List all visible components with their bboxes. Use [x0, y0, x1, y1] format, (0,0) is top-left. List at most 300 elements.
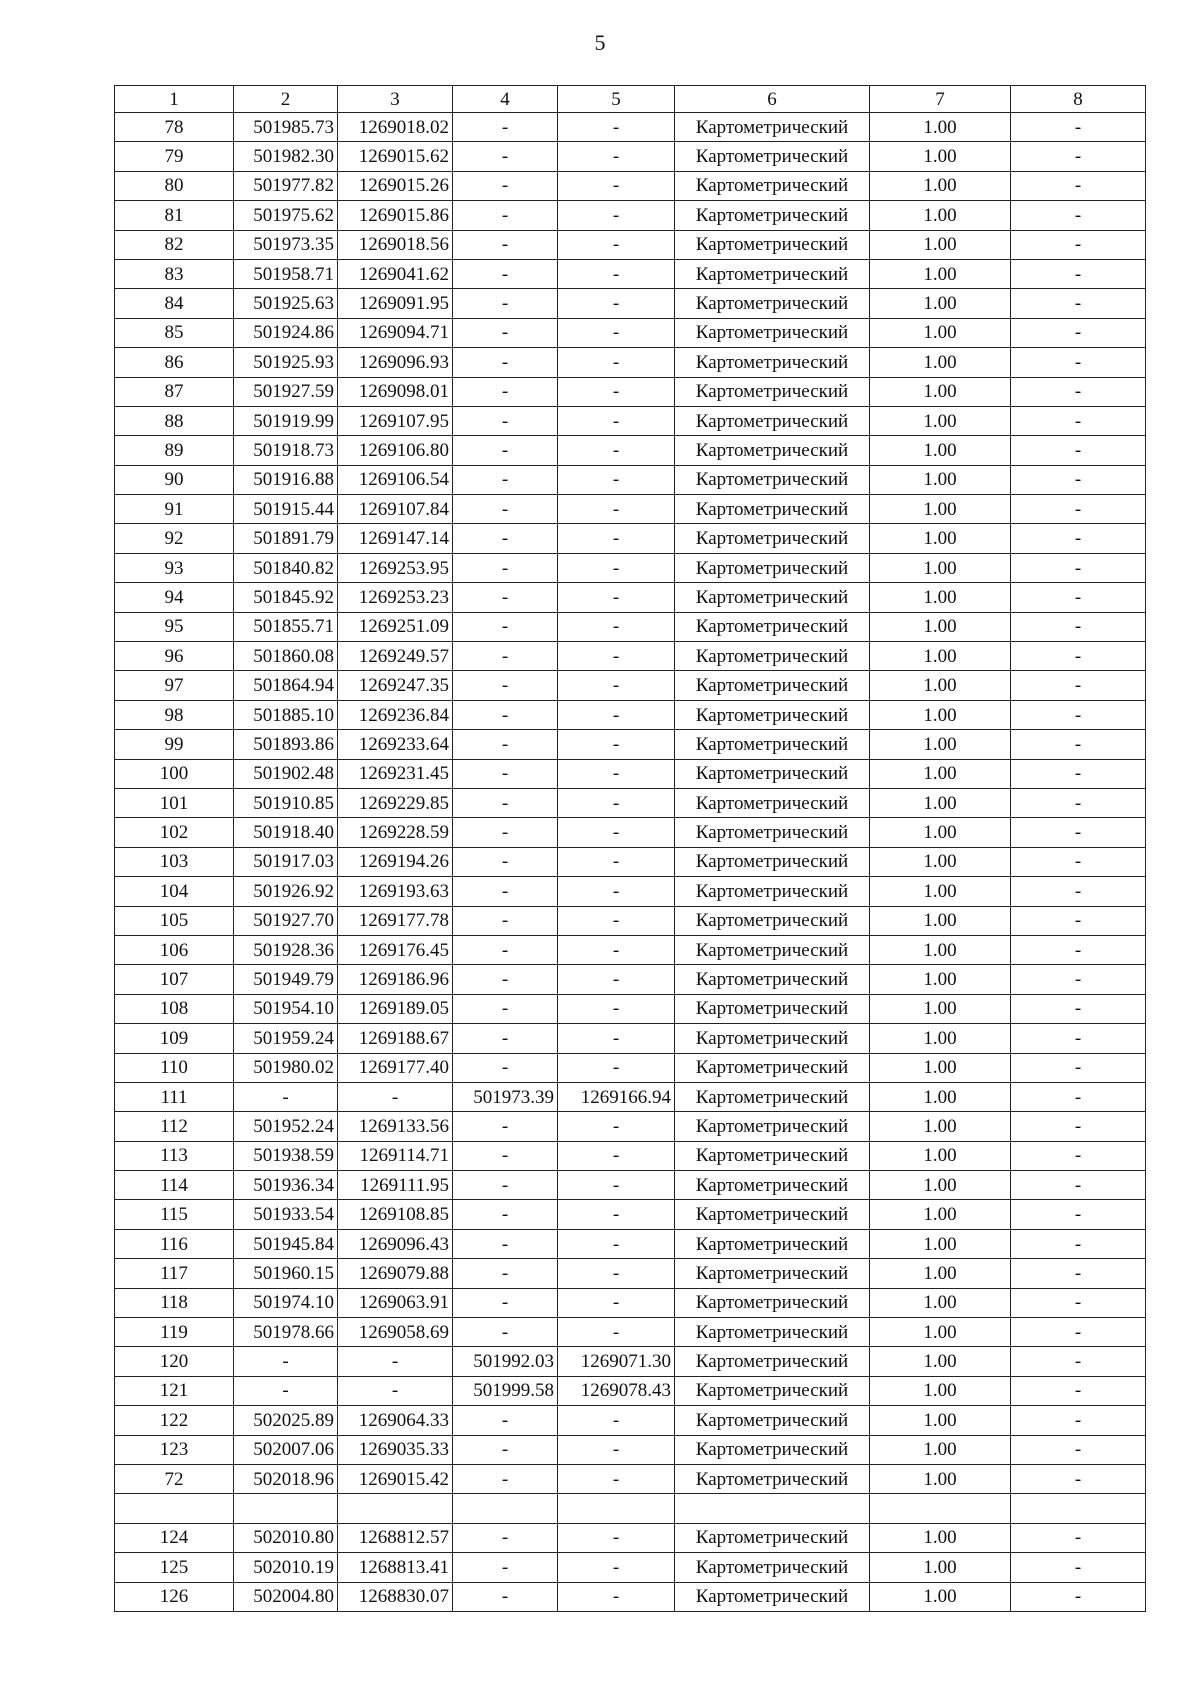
table-cell: -: [453, 495, 558, 524]
table-cell: 1269015.62: [338, 142, 453, 171]
table-cell: Картометрический: [675, 818, 870, 847]
table-cell: 122: [115, 1406, 234, 1435]
table-cell: -: [558, 1229, 675, 1258]
table-cell: 118: [115, 1288, 234, 1317]
table-row: [115, 730, 1146, 759]
table-cell: -: [1011, 877, 1146, 906]
table-cell: 1.00: [870, 1053, 1011, 1082]
table-cell: -: [558, 671, 675, 700]
table-cell: -: [558, 994, 675, 1023]
table-cell: -: [558, 1435, 675, 1464]
table-cell: 78: [115, 113, 234, 142]
table-cell: 1.00: [870, 1318, 1011, 1347]
table-cell: -: [558, 1464, 675, 1493]
table-cell: -: [453, 1024, 558, 1053]
table-cell: Картометрический: [675, 1229, 870, 1258]
table-cell: 501864.94: [234, 671, 338, 700]
table-cell: -: [453, 730, 558, 759]
table-cell: 1.00: [870, 1553, 1011, 1582]
table-cell: -: [1011, 1582, 1146, 1611]
table-cell: 85: [115, 318, 234, 347]
table-cell: 125: [115, 1553, 234, 1582]
table-cell: 501855.71: [234, 612, 338, 641]
table-cell: 501959.24: [234, 1024, 338, 1053]
table-row: [115, 436, 1146, 465]
table-cell: 1.00: [870, 289, 1011, 318]
table-cell: -: [558, 465, 675, 494]
table-cell: Картометрический: [675, 612, 870, 641]
table-cell: 501992.03: [453, 1347, 558, 1376]
table-cell: 95: [115, 612, 234, 641]
table-row: [115, 348, 1146, 377]
table-cell: 1.00: [870, 1347, 1011, 1376]
table-row: [115, 1435, 1146, 1464]
table-cell: -: [558, 1053, 675, 1082]
table-row: [115, 259, 1146, 288]
table-cell: 1269253.23: [338, 583, 453, 612]
table-cell: Картометрический: [675, 1053, 870, 1082]
table-row: [115, 318, 1146, 347]
table-cell: -: [1011, 788, 1146, 817]
table-cell: 1269188.67: [338, 1024, 453, 1053]
table-row: [115, 583, 1146, 612]
table-cell: 108: [115, 994, 234, 1023]
table-cell: -: [558, 553, 675, 582]
table-cell: 1269251.09: [338, 612, 453, 641]
table-cell: -: [558, 965, 675, 994]
table-row: [115, 465, 1146, 494]
table-cell: 1.00: [870, 553, 1011, 582]
table-row: [115, 1229, 1146, 1258]
table-cell: -: [1011, 1141, 1146, 1170]
table-cell: 89: [115, 436, 234, 465]
table-cell: -: [234, 1347, 338, 1376]
table-cell: 501958.71: [234, 259, 338, 288]
table-cell: -: [1011, 1406, 1146, 1435]
table-cell: -: [558, 730, 675, 759]
table-cell: 501860.08: [234, 642, 338, 671]
table-cell: [558, 1494, 675, 1523]
table-cell: -: [558, 612, 675, 641]
table-cell: 1269186.96: [338, 965, 453, 994]
table-row: [115, 201, 1146, 230]
table-cell: Картометрический: [675, 1200, 870, 1229]
table-cell: -: [1011, 1318, 1146, 1347]
table-cell: -: [453, 1523, 558, 1552]
table-cell: -: [1011, 1553, 1146, 1582]
table-cell: Картометрический: [675, 465, 870, 494]
table-cell: -: [1011, 994, 1146, 1023]
table-cell: 501985.73: [234, 113, 338, 142]
table-cell: 501891.79: [234, 524, 338, 553]
table-cell: Картометрический: [675, 906, 870, 935]
table-cell: 502007.06: [234, 1435, 338, 1464]
table-cell: 86: [115, 348, 234, 377]
table-cell: 1.00: [870, 1200, 1011, 1229]
table-cell: 1.00: [870, 465, 1011, 494]
table-cell: -: [558, 935, 675, 964]
table-cell: [870, 1494, 1011, 1523]
table-cell: Картометрический: [675, 1259, 870, 1288]
table-cell: 1.00: [870, 642, 1011, 671]
table-cell: -: [1011, 1024, 1146, 1053]
table-cell: -: [338, 1082, 453, 1111]
table-cell: -: [453, 1259, 558, 1288]
table-cell: 1.00: [870, 1376, 1011, 1405]
table-cell: -: [1011, 1259, 1146, 1288]
table-cell: 1.00: [870, 1229, 1011, 1258]
table-cell: Картометрический: [675, 730, 870, 759]
table-cell: 501927.70: [234, 906, 338, 935]
table-cell: -: [1011, 553, 1146, 582]
table-cell: -: [453, 1200, 558, 1229]
table-cell: -: [453, 1112, 558, 1141]
table-cell: 1268813.41: [338, 1553, 453, 1582]
table-cell: 501975.62: [234, 201, 338, 230]
table-cell: Картометрический: [675, 524, 870, 553]
table-cell: 501924.86: [234, 318, 338, 347]
table-cell: 1269236.84: [338, 700, 453, 729]
table-cell: Картометрический: [675, 877, 870, 906]
table-cell: 80: [115, 171, 234, 200]
header-cell: 5: [558, 86, 675, 113]
table-cell: -: [1011, 1376, 1146, 1405]
table-cell: Картометрический: [675, 201, 870, 230]
table-cell: 1.00: [870, 436, 1011, 465]
table-cell: 501927.59: [234, 377, 338, 406]
table-cell: Картометрический: [675, 1435, 870, 1464]
table-cell: -: [453, 1288, 558, 1317]
table-cell: -: [453, 524, 558, 553]
table-cell: Картометрический: [675, 1082, 870, 1111]
table-cell: Картометрический: [675, 1288, 870, 1317]
table-cell: 1269035.33: [338, 1435, 453, 1464]
table-cell: Картометрический: [675, 495, 870, 524]
table-cell: -: [558, 906, 675, 935]
table-cell: -: [558, 1523, 675, 1552]
table-cell: -: [1011, 1229, 1146, 1258]
table-cell: Картометрический: [675, 1464, 870, 1493]
table-cell: 501910.85: [234, 788, 338, 817]
table-cell: -: [453, 1553, 558, 1582]
table-cell: Картометрический: [675, 1347, 870, 1376]
table-cell: -: [453, 142, 558, 171]
table-cell: 119: [115, 1318, 234, 1347]
header-cell: 8: [1011, 86, 1146, 113]
table-cell: -: [558, 1141, 675, 1170]
table-cell: -: [453, 818, 558, 847]
table-cell: 1269107.84: [338, 495, 453, 524]
table-cell: 1.00: [870, 495, 1011, 524]
table-cell: 501918.40: [234, 818, 338, 847]
table-cell: -: [558, 818, 675, 847]
table-cell: 502010.80: [234, 1523, 338, 1552]
table-cell: 1.00: [870, 113, 1011, 142]
table-cell: -: [1011, 847, 1146, 876]
table-row: [115, 1582, 1146, 1611]
table-cell: 1.00: [870, 1141, 1011, 1170]
table-cell: -: [1011, 1200, 1146, 1229]
table-cell: -: [558, 1112, 675, 1141]
table-cell: 88: [115, 406, 234, 435]
header-cell: 1: [115, 86, 234, 113]
table-cell: -: [234, 1082, 338, 1111]
table-cell: -: [558, 788, 675, 817]
table-cell: [338, 1494, 453, 1523]
table-cell: -: [1011, 1171, 1146, 1200]
table-cell: -: [453, 1171, 558, 1200]
table-cell: 1.00: [870, 818, 1011, 847]
table-cell: 113: [115, 1141, 234, 1170]
table-row: [115, 553, 1146, 582]
table-cell: -: [453, 671, 558, 700]
table-cell: 96: [115, 642, 234, 671]
table-cell: 1269015.26: [338, 171, 453, 200]
table-cell: Картометрический: [675, 788, 870, 817]
table-cell: 501919.99: [234, 406, 338, 435]
table-cell: -: [1011, 935, 1146, 964]
table-cell: -: [558, 142, 675, 171]
table-cell: -: [558, 377, 675, 406]
table-cell: -: [1011, 318, 1146, 347]
table-cell: -: [558, 1024, 675, 1053]
table-cell: 1269193.63: [338, 877, 453, 906]
table-cell: 1269106.80: [338, 436, 453, 465]
table-cell: -: [1011, 406, 1146, 435]
table-row: [115, 671, 1146, 700]
table-cell: 1.00: [870, 1082, 1011, 1111]
table-cell: 107: [115, 965, 234, 994]
table-cell: 502010.19: [234, 1553, 338, 1582]
table-cell: 1269094.71: [338, 318, 453, 347]
header-cell: 4: [453, 86, 558, 113]
table-cell: 1.00: [870, 318, 1011, 347]
table-cell: -: [558, 1582, 675, 1611]
table-cell: -: [1011, 612, 1146, 641]
table-row: [115, 818, 1146, 847]
table-cell: Картометрический: [675, 671, 870, 700]
table-cell: 1.00: [870, 877, 1011, 906]
table-cell: -: [1011, 436, 1146, 465]
table-cell: 72: [115, 1464, 234, 1493]
table-cell: 1.00: [870, 1523, 1011, 1552]
table-cell: 92: [115, 524, 234, 553]
table-cell: 1269107.95: [338, 406, 453, 435]
table-cell: 1269096.43: [338, 1229, 453, 1258]
table-row: [115, 1406, 1146, 1435]
table-row: [115, 1553, 1146, 1582]
table-row: [115, 700, 1146, 729]
table-row: [115, 906, 1146, 935]
table-row: [115, 642, 1146, 671]
table-cell: 502018.96: [234, 1464, 338, 1493]
table-cell: Картометрический: [675, 553, 870, 582]
table-cell: -: [453, 377, 558, 406]
table-cell: 1.00: [870, 1171, 1011, 1200]
table-cell: 501974.10: [234, 1288, 338, 1317]
table-cell: 102: [115, 818, 234, 847]
table-cell: 1.00: [870, 759, 1011, 788]
table-cell: -: [558, 1318, 675, 1347]
table-cell: 1.00: [870, 1024, 1011, 1053]
table-cell: -: [453, 642, 558, 671]
table-cell: 111: [115, 1082, 234, 1111]
table-cell: [115, 1494, 234, 1523]
table-cell: -: [1011, 759, 1146, 788]
table-cell: -: [453, 1582, 558, 1611]
table-cell: 501999.58: [453, 1376, 558, 1405]
table-cell: 104: [115, 877, 234, 906]
table-cell: 501973.35: [234, 230, 338, 259]
table-row: [115, 1082, 1146, 1111]
table-row: [115, 788, 1146, 817]
table-cell: 1.00: [870, 1112, 1011, 1141]
table-cell: 1269079.88: [338, 1259, 453, 1288]
table-cell: -: [1011, 583, 1146, 612]
table-cell: -: [453, 230, 558, 259]
table-cell: Картометрический: [675, 1141, 870, 1170]
table-cell: 1269064.33: [338, 1406, 453, 1435]
table-row: [115, 994, 1146, 1023]
table-cell: -: [558, 348, 675, 377]
table-cell: 501938.59: [234, 1141, 338, 1170]
table-cell: 501918.73: [234, 436, 338, 465]
table-cell: -: [453, 436, 558, 465]
table-cell: 1.00: [870, 1288, 1011, 1317]
table-row: [115, 1053, 1146, 1082]
table-cell: -: [453, 965, 558, 994]
table-row: [115, 1376, 1146, 1405]
table-cell: -: [1011, 1464, 1146, 1493]
table-cell: 1.00: [870, 1406, 1011, 1435]
table-cell: 1269228.59: [338, 818, 453, 847]
table-cell: -: [234, 1376, 338, 1405]
table-cell: -: [558, 318, 675, 347]
table-cell: 1269133.56: [338, 1112, 453, 1141]
table-row: [115, 230, 1146, 259]
table-cell: Картометрический: [675, 1553, 870, 1582]
table-cell: 501982.30: [234, 142, 338, 171]
table-cell: 501926.92: [234, 877, 338, 906]
table-cell: Картометрический: [675, 1024, 870, 1053]
table-cell: -: [453, 1464, 558, 1493]
table-row: [115, 847, 1146, 876]
table-cell: Картометрический: [675, 289, 870, 318]
table-cell: 1269231.45: [338, 759, 453, 788]
table-cell: -: [558, 1406, 675, 1435]
table-cell: -: [1011, 259, 1146, 288]
table-cell: -: [1011, 700, 1146, 729]
table-cell: 1269071.30: [558, 1347, 675, 1376]
table-cell: -: [558, 201, 675, 230]
table-row: [115, 495, 1146, 524]
table-cell: -: [453, 259, 558, 288]
table-cell: 1.00: [870, 583, 1011, 612]
table-cell: 1.00: [870, 142, 1011, 171]
table-cell: 1.00: [870, 730, 1011, 759]
table-cell: 501916.88: [234, 465, 338, 494]
table-cell: -: [1011, 730, 1146, 759]
table-row: [115, 759, 1146, 788]
table-cell: -: [1011, 818, 1146, 847]
table-cell: -: [558, 877, 675, 906]
table-cell: 1269015.42: [338, 1464, 453, 1493]
table-row: [115, 935, 1146, 964]
table-cell: 1269176.45: [338, 935, 453, 964]
table-row: [115, 1200, 1146, 1229]
table-cell: -: [453, 1053, 558, 1082]
table-cell: 115: [115, 1200, 234, 1229]
table-row: [115, 406, 1146, 435]
table-cell: -: [558, 289, 675, 318]
table-cell: 1269041.62: [338, 259, 453, 288]
table-cell: 1.00: [870, 1259, 1011, 1288]
table-cell: 117: [115, 1259, 234, 1288]
table-cell: -: [453, 877, 558, 906]
table-cell: -: [453, 1229, 558, 1258]
table-row: [115, 1112, 1146, 1141]
table-cell: 501925.93: [234, 348, 338, 377]
table-cell: 94: [115, 583, 234, 612]
table-cell: -: [1011, 495, 1146, 524]
table-cell: 90: [115, 465, 234, 494]
table-cell: -: [558, 642, 675, 671]
table-cell: -: [1011, 142, 1146, 171]
table-cell: -: [453, 994, 558, 1023]
table-cell: -: [558, 700, 675, 729]
table-cell: 84: [115, 289, 234, 318]
table-cell: 99: [115, 730, 234, 759]
table-row: [115, 1171, 1146, 1200]
table-cell: 501902.48: [234, 759, 338, 788]
table-cell: 1269147.14: [338, 524, 453, 553]
table-cell: 124: [115, 1523, 234, 1552]
table-cell: -: [558, 171, 675, 200]
table-cell: Картометрический: [675, 318, 870, 347]
table-cell: -: [1011, 230, 1146, 259]
table-cell: -: [1011, 671, 1146, 700]
table-cell: -: [1011, 524, 1146, 553]
table-row: [115, 612, 1146, 641]
table-cell: 1.00: [870, 524, 1011, 553]
table-cell: 502004.80: [234, 1582, 338, 1611]
table-cell: [453, 1494, 558, 1523]
table-row: [115, 1494, 1146, 1523]
table-cell: -: [453, 465, 558, 494]
table-cell: 1269091.95: [338, 289, 453, 318]
table-cell: -: [558, 495, 675, 524]
table-cell: -: [558, 259, 675, 288]
table-cell: 1.00: [870, 1464, 1011, 1493]
table-cell: Картометрический: [675, 1376, 870, 1405]
table-cell: 1.00: [870, 201, 1011, 230]
table-row: [115, 1318, 1146, 1347]
table-cell: 1.00: [870, 1435, 1011, 1464]
table-cell: 83: [115, 259, 234, 288]
table-cell: 97: [115, 671, 234, 700]
table-cell: -: [1011, 906, 1146, 935]
table-cell: -: [1011, 1347, 1146, 1376]
table-cell: -: [1011, 1053, 1146, 1082]
table-cell: 501928.36: [234, 935, 338, 964]
table-cell: 1269063.91: [338, 1288, 453, 1317]
table-cell: 1269177.40: [338, 1053, 453, 1082]
table-cell: -: [1011, 1288, 1146, 1317]
table-cell: 501960.15: [234, 1259, 338, 1288]
table-cell: -: [453, 1435, 558, 1464]
table-cell: 105: [115, 906, 234, 935]
table-cell: 1.00: [870, 612, 1011, 641]
